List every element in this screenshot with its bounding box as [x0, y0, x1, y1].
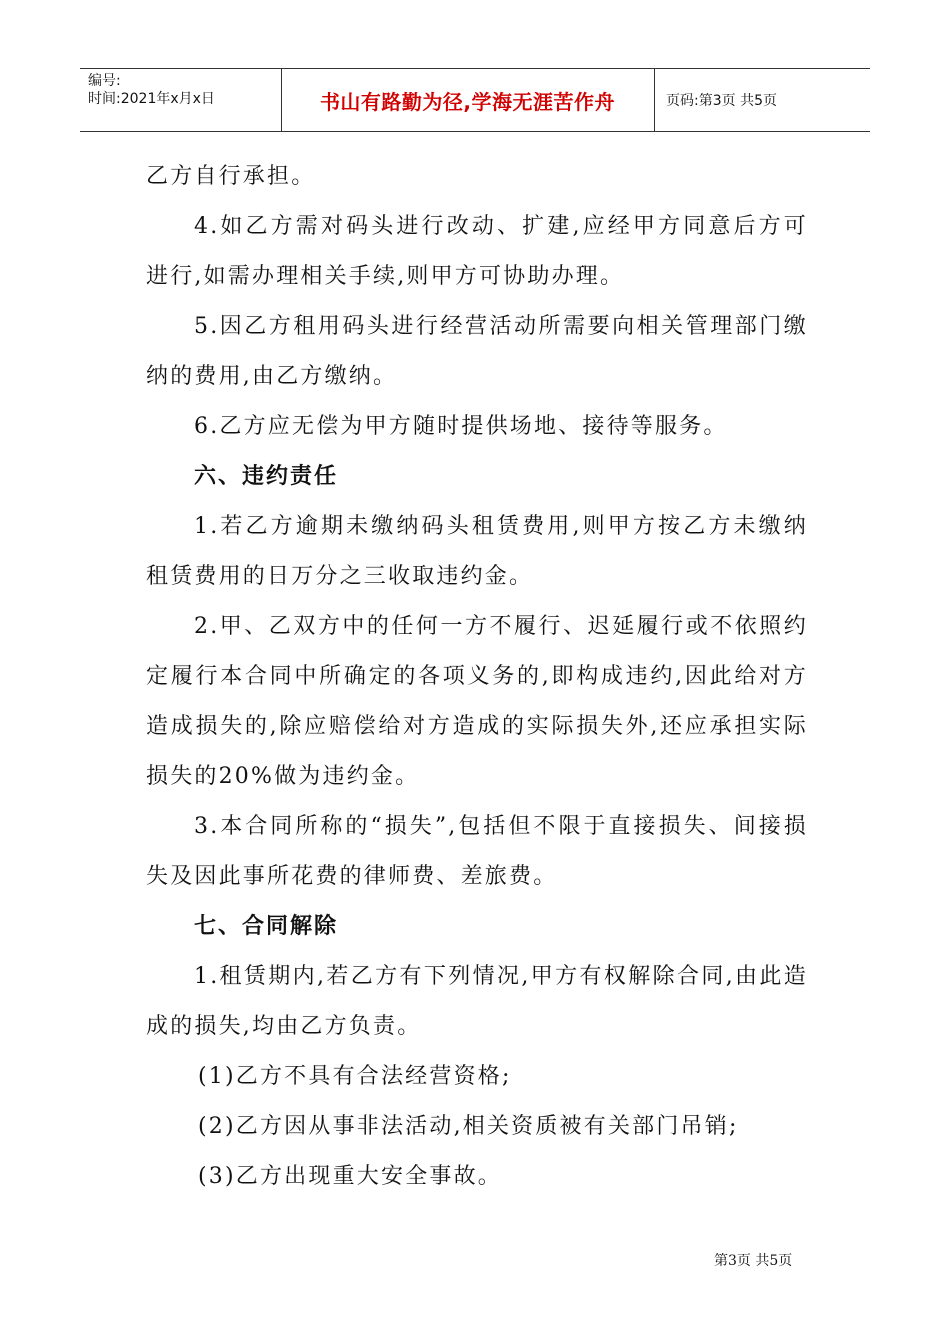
clause-paragraph: 3.本合同所称的“损失”,包括但不限于直接损失、间接损失及因此事所花费的律师费、差旅费。: [146, 814, 808, 889]
header-motto: 书山有路勤为径,学海无涯苦作舟: [319, 90, 616, 114]
section-heading: 七、合同解除: [194, 914, 339, 939]
clause-paragraph: 4.如乙方需对码头进行改动、扩建,应经甲方同意后方可进行,如需办理相关手续,则甲方可协助办理。: [146, 214, 808, 289]
clause-paragraph: 6.乙方应无偿为甲方随时提供场地、接待等服务。: [194, 414, 728, 439]
list-item: (2)乙方因从事非法活动,相关资质被有关部门吊销;: [198, 1114, 739, 1139]
page-header: [80, 68, 870, 132]
header-meta: [88, 72, 215, 108]
paragraph: 乙方自行承担。: [146, 164, 316, 189]
clause-paragraph: 1.租赁期内,若乙方有下列情况,甲方有权解除合同,由此造成的损失,均由乙方负责。: [146, 964, 808, 1039]
clause-paragraph: 5.因乙方租用码头进行经营活动所需要向相关管理部门缴纳的费用,由乙方缴纳。: [146, 314, 808, 389]
list-item: (1)乙方不具有合法经营资格;: [198, 1064, 512, 1089]
list-item: (3)乙方出现重大安全事故。: [198, 1164, 502, 1189]
clause-paragraph: 1.若乙方逾期未缴纳码头租赁费用,则甲方按乙方未缴纳租赁费用的日万分之三收取违约金。: [146, 514, 808, 589]
document-number-label: 编号:: [88, 73, 121, 89]
document-body: [146, 152, 808, 1202]
clause-paragraph: 2.甲、乙双方中的任何一方不履行、迟延履行或不依照约定履行本合同中所确定的各项义务的,即构成违约,因此给对方造成损失的,除应赔偿给对方造成的实际损失外,还应承担实际损失的20%做为违约金。: [146, 614, 808, 789]
footer-page-number: 第3页 共5页: [714, 1253, 793, 1269]
header-page-number: 页码:第3页 共5页: [666, 93, 777, 109]
header-divider: [654, 69, 655, 131]
document-date-label: 时间:2021年x月x日: [88, 91, 215, 107]
section-heading: 六、违约责任: [194, 464, 339, 489]
